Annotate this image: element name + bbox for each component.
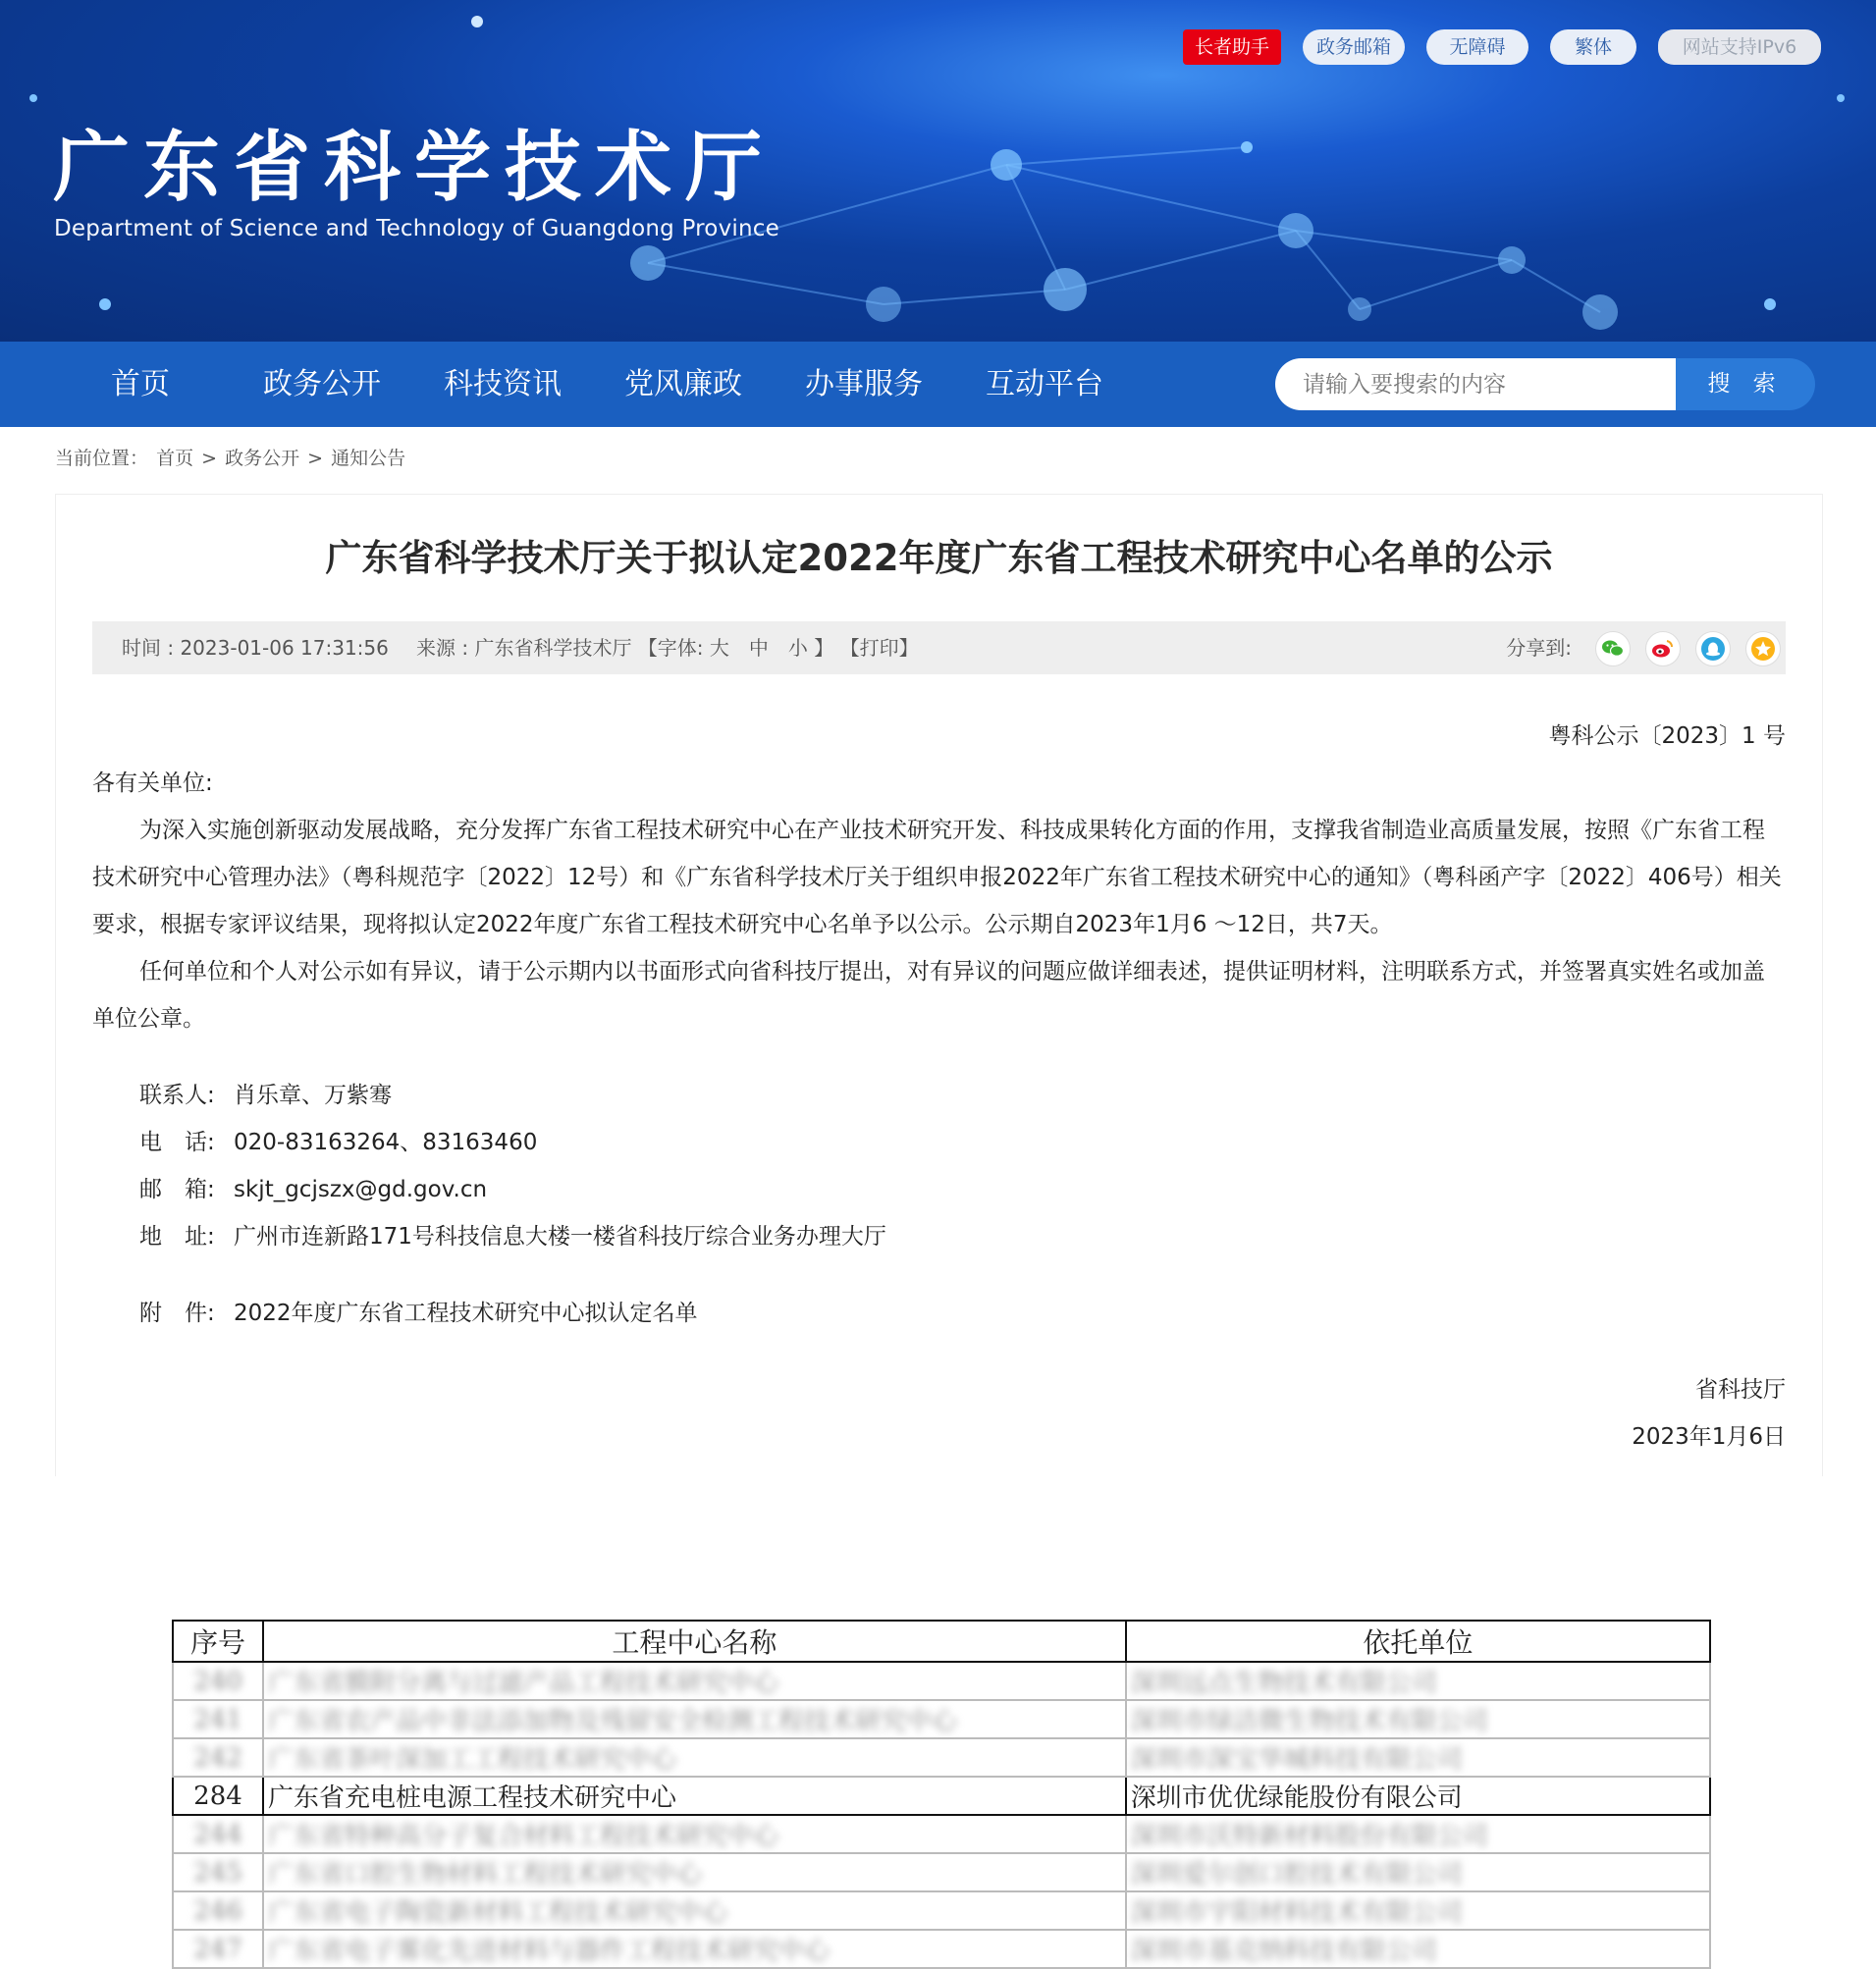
salutation: 各有关单位:: [92, 771, 213, 796]
cell-center-name: 广东省特种高分子复合材料工程技术研究中心: [263, 1815, 1126, 1853]
search-input[interactable]: [1275, 358, 1676, 410]
article-meta-bar: [92, 621, 1786, 674]
contact-label: 邮 箱:: [139, 1177, 215, 1202]
ipv6-badge: 网站支持IPv6: [1658, 29, 1821, 65]
paragraph-1: 为深入实施创新驱动发展战略，充分发挥广东省工程技术研究中心在产业技术研究开发、科技成果转化方面的作用，支撑我省制造业高质量发展，按照《广东省工程技术研究中心管理办法》（粤科规范字〔2022〕12号）和《广东省科学技术厅关于组织申报2022年广东省工程技术研究中心的通知》（粤科函产字〔2022〕406号）相关要求，根据专家评议结果，现将拟认定2022年度广东省工程技术研究中心名单予以公示。公示期自2023年1月6 ～12日，共7天。: [92, 818, 1782, 937]
publish-time: 时间 : 2023-01-06 17:31:56: [122, 636, 389, 660]
source-and-font-controls[interactable]: 来源 : 广东省科学技术厅 【字体: 大 中 小 】 【打印】: [416, 636, 919, 660]
site-title[interactable]: 广东省科学技术厅: [53, 123, 777, 212]
favorite-icon[interactable]: [1745, 631, 1781, 666]
cell-serial: 244: [173, 1815, 263, 1853]
sign-date: 2023年1月6日: [1632, 1424, 1786, 1450]
contact-address: [139, 1213, 886, 1260]
cell-center-name: 广东省电子陶瓷新材料工程技术研究中心: [263, 1891, 1126, 1930]
header-serial: 序号: [173, 1621, 263, 1662]
cell-serial: 245: [173, 1853, 263, 1891]
contact-person: [139, 1072, 392, 1119]
site-subtitle: Department of Science and Technology of Guangdong Province: [54, 216, 779, 241]
breadcrumb-gov-affairs[interactable]: 政务公开: [225, 448, 300, 469]
cell-host-unit: 深圳市绿洁微生物技术有限公司: [1126, 1700, 1710, 1738]
cell-host-unit: 深圳爱尔创口腔技术有限公司: [1126, 1853, 1710, 1891]
header-host-unit: 依托单位: [1126, 1621, 1710, 1662]
center-list-table: [172, 1620, 1711, 1969]
attachment: [139, 1290, 698, 1337]
table-row: [173, 1662, 1710, 1700]
table-row: [173, 1815, 1710, 1853]
qq-icon[interactable]: [1695, 631, 1731, 666]
table-row: [173, 1738, 1710, 1777]
attachment-link[interactable]: 2022年度广东省工程技术研究中心拟认定名单: [234, 1301, 698, 1326]
table-row: [173, 1930, 1710, 1968]
cell-host-unit: 深圳市沃特新材料股份有限公司: [1126, 1815, 1710, 1853]
cell-serial: 246: [173, 1891, 263, 1930]
header-banner: [0, 0, 1876, 342]
paragraph-2: 任何单位和个人对公示如有异议，请于公示期内以书面形式向省科技厅提出，对有异议的问题应做详细表述，提供证明材料，注明联系方式，并签署真实姓名或加盖单位公章。: [92, 959, 1765, 1032]
cell-serial: 242: [173, 1738, 263, 1777]
nav-tech-news[interactable]: 科技资讯: [444, 367, 562, 401]
cell-center-name: 广东省口腔生物材料工程技术研究中心: [263, 1853, 1126, 1891]
nav-services[interactable]: 办事服务: [805, 367, 923, 401]
article-card: [55, 494, 1823, 1476]
article-title: 广东省科学技术厅关于拟认定2022年度广东省工程技术研究中心名单的公示: [325, 537, 1553, 579]
contact-value: 肖乐章、万紫骞: [234, 1083, 392, 1108]
header-center-name: 工程中心名称: [263, 1621, 1126, 1662]
share-label: 分享到:: [1506, 636, 1572, 660]
table-row-highlight: [173, 1777, 1710, 1815]
breadcrumb-notices[interactable]: 通知公告: [331, 448, 406, 469]
breadcrumb: [55, 444, 407, 470]
accessibility-link[interactable]: 无障碍: [1426, 29, 1528, 65]
cell-host-unit: 深圳市基克纳科技有限公司: [1126, 1930, 1710, 1968]
contact-value: 广州市连新路171号科技信息大楼一楼省科技厅综合业务办理大厅: [234, 1224, 886, 1250]
cell-host-unit: 深圳市深宝华城科技有限公司: [1126, 1738, 1710, 1777]
cell-host-unit: 深圳远点生物技术有限公司: [1126, 1662, 1710, 1700]
contact-email: [139, 1166, 487, 1213]
table-header-row: [173, 1621, 1710, 1662]
weibo-icon[interactable]: [1645, 631, 1681, 666]
attachment-label: 附 件:: [139, 1301, 215, 1326]
contact-phone: [139, 1119, 537, 1166]
cell-center-name: 广东省农产品中非法添加物及残留安全检测工程技术研究中心: [263, 1700, 1126, 1738]
nav-gov-affairs[interactable]: 政务公开: [263, 367, 381, 401]
cell-center-name: 广东省茶叶深加工工程技术研究中心: [263, 1738, 1126, 1777]
search-button[interactable]: 搜 索: [1676, 358, 1815, 410]
nav-home[interactable]: 首页: [111, 367, 170, 401]
document-number: 粤科公示〔2023〕1 号: [1548, 723, 1786, 749]
contact-value: skjt_gcjszx@gd.gov.cn: [234, 1177, 488, 1202]
contact-value: 020-83163264、83163460: [234, 1130, 538, 1155]
table-row: [173, 1700, 1710, 1738]
cell-host-unit: 深圳市宇阳材料技术有限公司: [1126, 1891, 1710, 1930]
nav-interaction[interactable]: 互动平台: [986, 367, 1103, 401]
breadcrumb-home[interactable]: 首页: [156, 448, 194, 469]
sign-organization: 省科技厅: [1695, 1377, 1786, 1403]
cell-host-unit: 深圳市优优绿能股份有限公司: [1126, 1777, 1710, 1815]
cell-center-name: 广东省电子雾化先进材料与器件工程技术研究中心: [263, 1930, 1126, 1968]
table-row: [173, 1891, 1710, 1930]
breadcrumb-prefix: 当前位置：: [55, 448, 149, 469]
contact-label: 联系人:: [139, 1083, 215, 1108]
traditional-chinese-link[interactable]: 繁体: [1550, 29, 1636, 65]
contact-label: 电 话:: [139, 1130, 215, 1155]
cell-serial: 284: [173, 1777, 263, 1815]
cell-serial: 241: [173, 1700, 263, 1738]
gov-mailbox-link[interactable]: 政务邮箱: [1303, 29, 1405, 65]
table-row: [173, 1853, 1710, 1891]
nav-party-integrity[interactable]: 党风廉政: [624, 367, 742, 401]
breadcrumb-sep: >: [201, 448, 218, 469]
cell-serial: 240: [173, 1662, 263, 1700]
cell-center-name: 广东省充电桩电源工程技术研究中心: [263, 1777, 1126, 1815]
contact-label: 地 址:: [139, 1224, 215, 1250]
breadcrumb-sep: >: [307, 448, 324, 469]
elder-assistant-link[interactable]: 长者助手: [1183, 29, 1281, 65]
cell-serial: 247: [173, 1930, 263, 1968]
wechat-icon[interactable]: [1595, 631, 1631, 666]
top-links: [1183, 29, 1821, 65]
cell-center-name: 广东省膜附分离与过滤产品工程技术研究中心: [263, 1662, 1126, 1700]
